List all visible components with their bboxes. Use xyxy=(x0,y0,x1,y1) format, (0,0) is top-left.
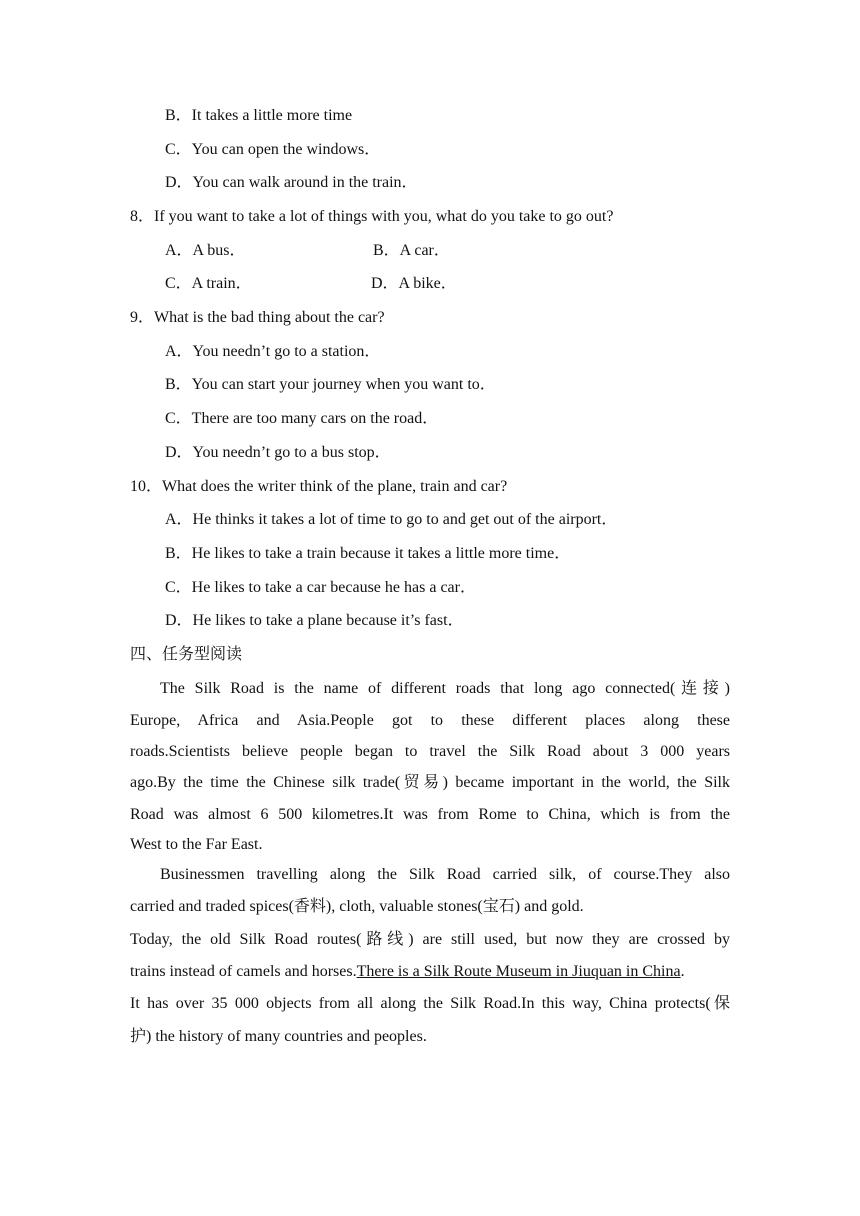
passage-p3-line-1: Today, the old Silk Road routes(路线) are still used, but now they are crossed by xyxy=(130,931,730,948)
passage-p3-line-3: It has over 35 000 objects from all along the Silk Road.In this way, China protects(保 xyxy=(130,995,730,1012)
passage-p1-line-4: ago.By the time the Chinese silk trade(贸易) became important in the world, the Silk xyxy=(130,774,730,791)
q8-option-d: D．A bike． xyxy=(371,275,457,292)
passage-p1-line-1: The Silk Road is the name of different roads that long ago connected(连接) xyxy=(160,680,730,697)
q8-option-a: A．A bus． xyxy=(165,242,246,259)
q10-option-d: D．He likes to take a plane because it’s fast． xyxy=(165,612,464,629)
underlined-sentence: There is a Silk Route Museum in Jiuquan in China xyxy=(356,963,681,980)
passage-p3-line-2-text: trains instead of camels and horses. xyxy=(130,963,357,980)
q7-option-b: B．It takes a little more time xyxy=(165,107,353,124)
passage-p1-line-5: Road was almost 6 500 kilometres.It was from Rome to China, which is from the xyxy=(130,806,730,823)
q9-question: 9．What is the bad thing about the car? xyxy=(130,309,385,326)
q9-option-d: D．You needn’t go to a bus stop． xyxy=(165,444,391,461)
q10-option-a: A．He thinks it takes a lot of time to go to and get out of the airport． xyxy=(165,511,618,528)
passage-p1-line-3: roads.Scientists believe people began to travel the Silk Road about 3 000 years xyxy=(130,743,730,760)
section-heading: 四、任务型阅读 xyxy=(130,646,243,663)
passage-p2-line-2: carried and traded spices(香料), cloth, valuable stones(宝石) and gold. xyxy=(130,898,584,915)
q8-option-b: B．A car． xyxy=(373,242,450,259)
q7-option-d: D．You can walk around in the train． xyxy=(165,174,418,191)
passage-p2-line-1: Businessmen travelling along the Silk Road carried silk, of course.They also xyxy=(160,866,730,883)
q10-option-b: B．He likes to take a train because it takes a little more time． xyxy=(165,545,571,562)
q9-option-a: A．You needn’t go to a station． xyxy=(165,343,381,360)
q10-question: 10．What does the writer think of the plane, train and car? xyxy=(130,478,508,495)
passage-p1-line-2: Europe, Africa and Asia.People got to these different places along these xyxy=(130,712,730,729)
passage-p3-line-2-period: . xyxy=(680,963,685,980)
q10-option-c: C．He likes to take a car because he has a car． xyxy=(165,579,476,596)
passage-p3-line-2 xyxy=(130,962,685,982)
q8-option-c: C．A train． xyxy=(165,275,252,292)
q8-question: 8．If you want to take a lot of things with you, what do you take to go out? xyxy=(130,208,614,225)
q9-option-c: C．There are too many cars on the road． xyxy=(165,410,439,427)
q9-option-b: B．You can start your journey when you want to． xyxy=(165,376,496,393)
q7-option-c: C．You can open the windows． xyxy=(165,141,381,158)
passage-p3-line-4: 护) the history of many countries and peoples. xyxy=(130,1028,427,1045)
passage-p1-line-6: West to the Far East. xyxy=(130,836,263,853)
